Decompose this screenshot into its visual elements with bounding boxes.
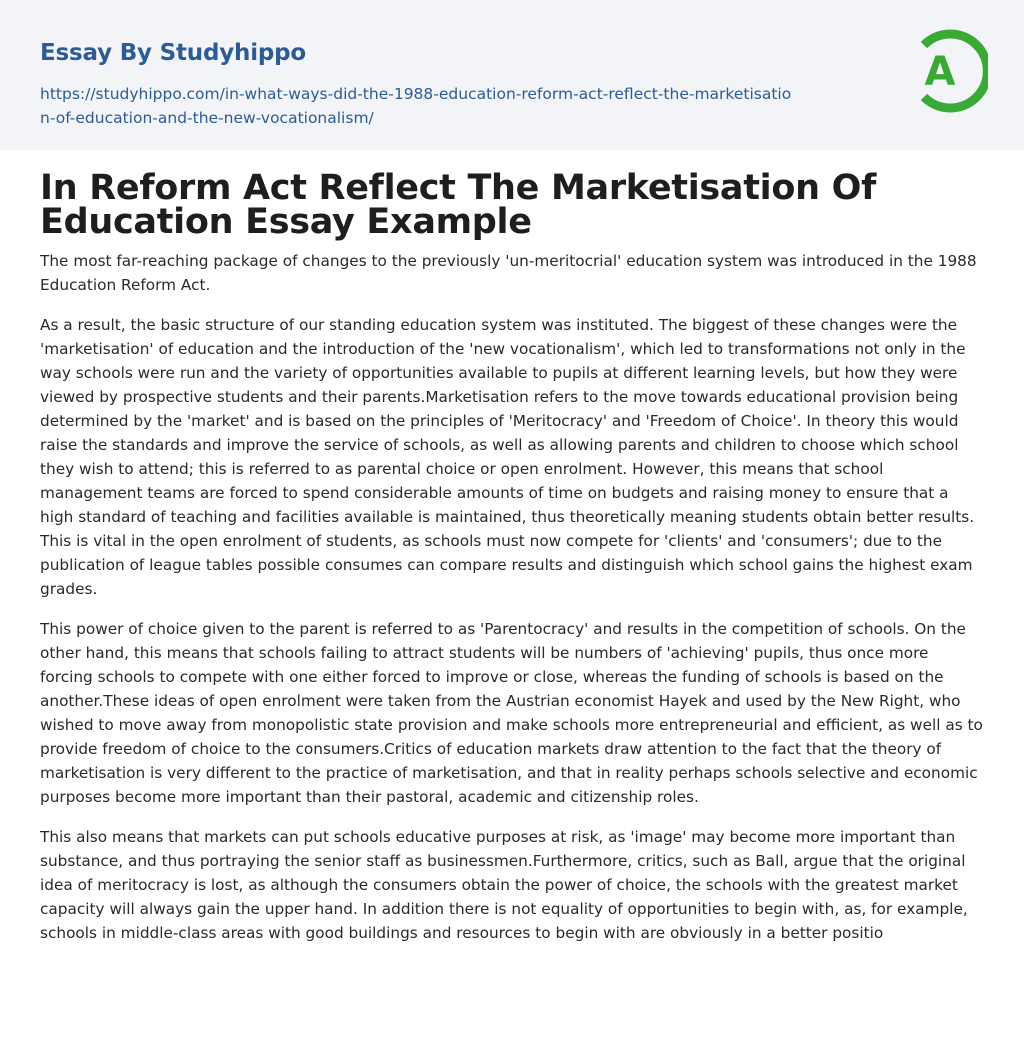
essay-paragraph: This also means that markets can put schools educative purposes at risk, as 'image' may become more important than substance, and thus portraying the senior staff as businessmen.Furthermore, critics, such as Ball, argue that the original idea of meritocracy is lost, as although the consumers obtain the power of choice, the schools with the greatest market capacity will always gain the upper hand. In addition there is not equality of opportunities to begin with, as, for example, schools in middle-class areas with good buildings and resources to begin with are obviously in a better positio (40, 828, 968, 942)
page-title: In Reform Act Reflect The Marketisation Of Education Essay Example (40, 168, 876, 242)
essay-body (40, 249, 986, 961)
essay-paragraph: As a result, the basic structure of our standing education system was instituted. The biggest of these changes were the 'marketisation' of education and the introduction of the 'new vocationalism', which led to transformations not only in the way schools were run and the variety of opportunities available to pupils at different learning levels, but how they were viewed by prospective students and their parents.Marketisation refers to the move towards educational provision being determined by the 'market' and is based on the principles of 'Meritocracy' and 'Freedom of Choice'. In theory this would raise the standards and improve the service of schools, as well as allowing parents and children to choose which school they wish to attend; this is referred to as parental choice or open enrolment. However, this means that school management teams are forced to spend considerable amounts of time on budgets and raising money to ensure that a high standard of teaching and facilities available is maintained, thus theoretically meaning students obtain better results. This is vital in the open enrolment of students, as schools must now compete for 'clients' and 'consumers'; due to the publication of league tables possible consumes can compare results and distinguish which school gains the highest exam grades. (40, 316, 975, 598)
site-header (0, 0, 1024, 150)
studyhippo-logo-icon[interactable] (902, 28, 988, 114)
logo-letter: A (924, 49, 956, 95)
brand-title[interactable]: Essay By Studyhippo (40, 40, 307, 66)
essay-paragraph: This power of choice given to the parent is referred to as 'Parentocracy' and results in the competition of schools. On the other hand, this means that schools failing to attract students will be numbers of 'achieving' pupils, thus once more forcing schools to compete with one either forced to improve or close, whereas the funding of schools is based on the another.These ideas of open enrolment were taken from the Austrian economist Hayek and used by the New Right, who wished to move away from monopolistic state provision and make schools more entrepreneurial and efficient, as well as to provide freedom of choice to the consumers.Critics of education markets draw attention to the fact that the theory of marketisation is very different to the practice of marketisation, and that in reality perhaps schools selective and economic purposes become more important than their pastoral, academic and citizenship roles. (40, 620, 983, 806)
essay-paragraph: The most far-reaching package of changes to the previously 'un-meritocrial' education system was introduced in the 1988 Education Reform Act. (40, 252, 977, 294)
essay-url-link[interactable]: https://studyhippo.com/in-what-ways-did-the-1988-education-reform-act-reflect-the-marketisation-of-education-and-the-new-vocationalism/ (40, 85, 792, 127)
